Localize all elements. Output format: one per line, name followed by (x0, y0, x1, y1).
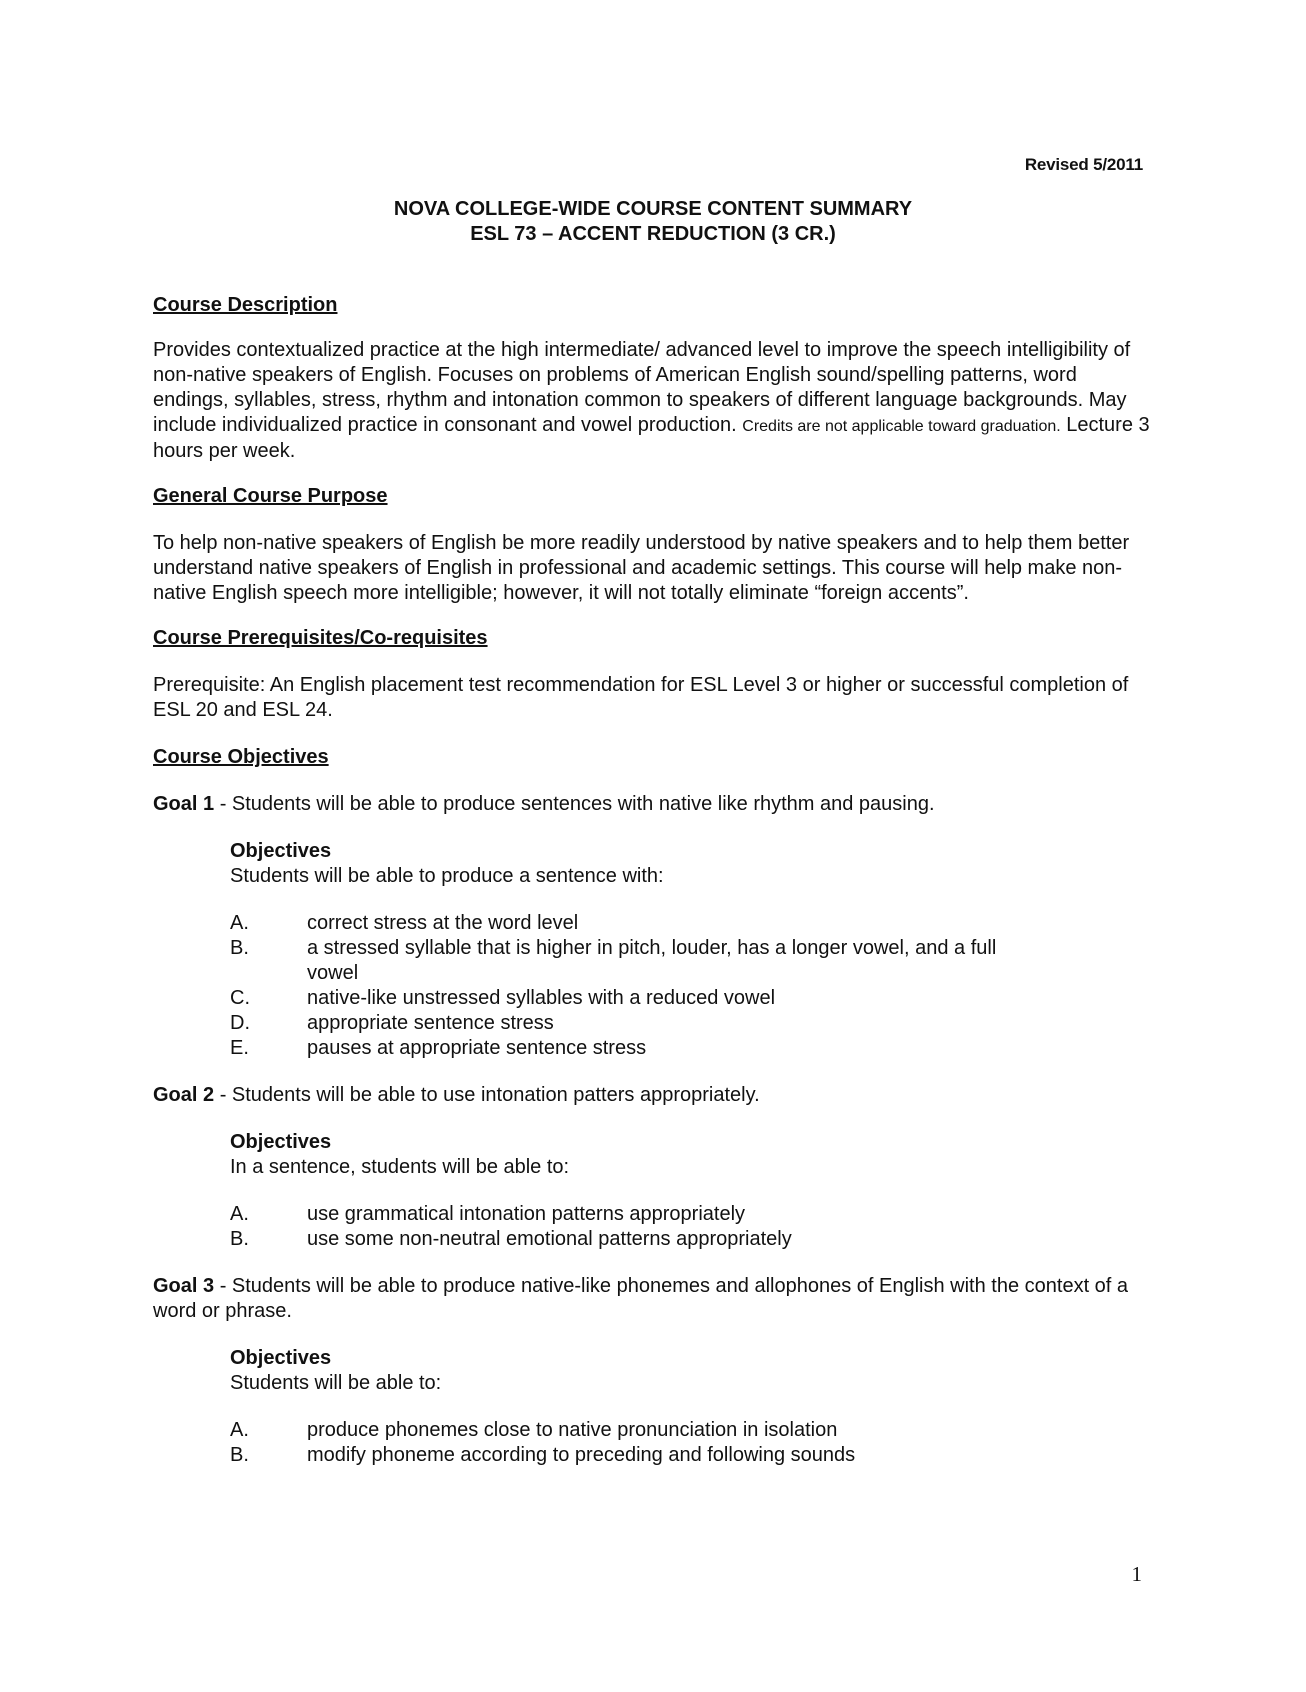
goal-1-objectives-title: Objectives (230, 840, 332, 862)
general-purpose-heading: General Course Purpose (153, 485, 388, 507)
list-item-letter: A. (230, 1419, 249, 1441)
list-item-text: native-like unstressed syllables with a reduced vowel (307, 987, 776, 1009)
goal-2-objectives-intro: In a sentence, students will be able to: (230, 1156, 570, 1178)
list-item-letter: B. (230, 1228, 249, 1250)
list-item-letter: E. (230, 1037, 249, 1059)
list-item (230, 986, 1153, 1011)
goal-2-objectives (230, 1130, 1153, 1252)
goal-1-text: - Students will be able to produce sentences with native like rhythm and pausing. (214, 793, 935, 815)
general-purpose-text: To help non-native speakers of English be more readily understood by native speakers and to help them better understand native speakers of English in professional and academic settings. This course will help make non-native English speech more intelligible; however, it will not totally eliminate “foreign accents”. (153, 532, 1130, 604)
course-description-heading: Course Description (153, 294, 338, 316)
goal-3-objectives-intro: Students will be able to: (230, 1372, 442, 1394)
title-line-1: NOVA COLLEGE-WIDE COURSE CONTENT SUMMARY (393, 198, 913, 220)
list-item-text: appropriate sentence stress (307, 1012, 554, 1034)
goal-3-objective-list (230, 1418, 1153, 1468)
list-item-letter: D. (230, 1012, 250, 1034)
goal-3-objectives (230, 1346, 1153, 1468)
goal-2-objective-list (230, 1202, 1153, 1252)
prerequisites-text: Prerequisite: An English placement test recommendation for ESL Level 3 or higher or successful completion of ESL 20 and ESL 24. (153, 674, 1129, 721)
list-item-text: correct stress at the word level (307, 912, 579, 934)
goal-1-objectives (230, 839, 1153, 1061)
list-item (230, 1202, 1153, 1227)
goal-3-text: - Students will be able to produce native-like phonemes and allophones of English with the context of a word or phrase. (153, 1275, 1129, 1322)
goal-2 (153, 1083, 1153, 1108)
revision-date: Revised 5/2011 (1024, 155, 1143, 174)
course-objectives-heading: Course Objectives (153, 746, 329, 768)
goal-2-text: - Students will be able to use intonation patters appropriately. (214, 1084, 760, 1106)
list-item (230, 1036, 1153, 1061)
course-description-text (153, 338, 1153, 464)
goal-1-objectives-intro: Students will be able to produce a sentence with: (230, 865, 664, 887)
list-item-letter: B. (230, 937, 249, 959)
list-item-text: pauses at appropriate sentence stress (307, 1037, 647, 1059)
list-item (230, 1418, 1153, 1443)
goal-3 (153, 1274, 1153, 1324)
course-description-main: Provides contextualized practice at the high intermediate/ advanced level to improve the speech intelligibility of non-native speakers of English. Focuses on problems of American English sound/spelling patterns, word endings, syllables, stress, rhythm and intonation common to speakers of different language backgrounds. May include individualized practice in consonant and vowel production. (153, 339, 1131, 436)
list-item-text: a stressed syllable that is higher in pitch, louder, has a longer vowel, and a full vowel (307, 937, 997, 984)
goal-2-objectives-title: Objectives (230, 1131, 332, 1153)
goal-2-label: Goal 2 (153, 1084, 215, 1106)
list-item-letter: A. (230, 912, 249, 934)
list-item-text: use grammatical intonation patterns appropriately (307, 1203, 746, 1225)
page-number: 1 (1131, 1562, 1142, 1586)
list-item-text: use some non-neutral emotional patterns appropriately (307, 1228, 792, 1250)
list-item (230, 1227, 1153, 1252)
goal-1 (153, 792, 1153, 817)
course-description-lecture-hours: Lecture 3 hours per week. (153, 414, 1150, 462)
list-item-letter: C. (230, 987, 250, 1009)
list-item (230, 936, 1153, 986)
list-item (230, 911, 1153, 936)
list-item-text: modify phoneme according to preceding and following sounds (307, 1444, 856, 1466)
title-line-2: ESL 73 – ACCENT REDUCTION (3 CR.) (470, 223, 836, 245)
course-description-credits-note: Credits are not applicable toward graduation. (742, 418, 1061, 435)
goal-1-objective-list (230, 911, 1153, 1061)
list-item (230, 1011, 1153, 1036)
document-body (153, 293, 1153, 1468)
prerequisites-heading: Course Prerequisites/Co-requisites (153, 627, 488, 649)
goal-3-objectives-title: Objectives (230, 1347, 332, 1369)
list-item-text: produce phonemes close to native pronunciation in isolation (307, 1419, 838, 1441)
list-item-letter: B. (230, 1444, 249, 1466)
list-item-letter: A. (230, 1203, 249, 1225)
goal-1-label: Goal 1 (153, 793, 215, 815)
goal-3-label: Goal 3 (153, 1275, 215, 1297)
list-item (230, 1443, 1153, 1468)
document-title (0, 197, 1306, 247)
